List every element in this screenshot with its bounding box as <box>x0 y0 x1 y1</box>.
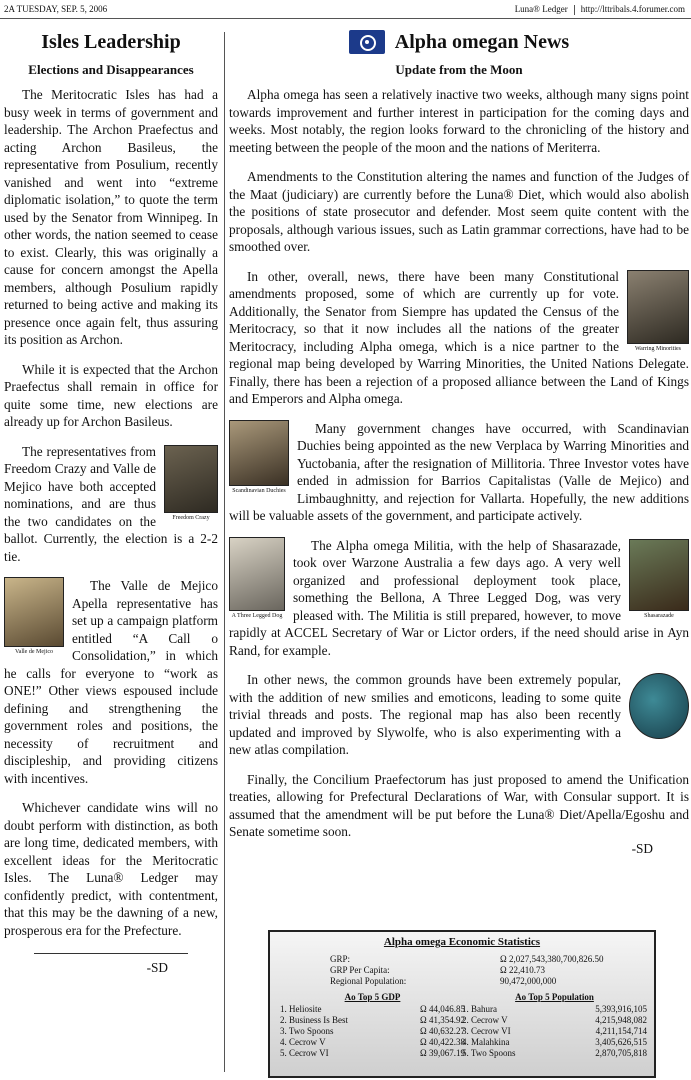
valle-de-mejico-caption: Valle de Mejico <box>15 649 53 655</box>
list-item: 1. Bahura 5,393,916,105 <box>462 1004 647 1014</box>
isles-para-1: The Meritocratic Isles has had a busy week in terms of government and leadership. The Archon Praefectus and acting Archon Basileus, the representative from Posulium, recently vanished and went into “extreme diplomatic isolation,” to quote the term used by the Senator from Winnipeg. In other words, the nation seemed to cease to exist. Clearly, this was originally a cause for concern amongst the Apella members, although Posulium rapidly returned to being active and making its presence once again felt, thus assuring its position as Archon. <box>4 87 218 347</box>
news-para-1: Alpha omega has seen a relatively inactive two weeks, although many signs point towards improvement and further interest in participation for the coming days and weeks. Most notably, the region looks forward to the chronicling of the history and meeting between the people of the moon and the nations of Meriterra. <box>229 87 689 155</box>
top-gdp-title: Ao Top 5 GDP <box>344 992 401 1002</box>
news-para-2: Amendments to the Constitution altering the names and function of the Judges of the Maat (judiciary) are currently before the Luna® Diet, which would also abolish the positions of state prosecutor and defender. Most seem quite content with the proposals, although various issues, such as Latin grammar corrections, have had to be smoothed over. <box>229 169 689 254</box>
isles-para-2: While it is expected that the Archon Praefectus shall remain in office for quite some time, new elections are already up for Archon Basileus. <box>4 361 218 429</box>
news-subtitle: Update from the Moon <box>395 62 523 77</box>
economic-stats-box <box>268 930 656 1078</box>
page-header <box>0 0 691 19</box>
top-population-list <box>462 992 647 1059</box>
news-signature: -SD <box>631 840 653 856</box>
header-right <box>515 4 685 15</box>
top-gdp-list <box>280 992 465 1059</box>
stat-grp: GRP: Ω 2,027,543,380,700,826.50 <box>330 954 604 964</box>
warring-minorities-caption: Warring Minorities <box>634 345 681 352</box>
list-item: 5. Two Spoons 2,870,705,818 <box>462 1048 647 1058</box>
left-column <box>4 28 218 976</box>
isles-para-3: The representatives from Freedom Crazy and Valle de Mejico have both accepted nominations, and are thus the two candidates on the ballot. Currently, the election is a 2-2 tie. <box>4 443 218 564</box>
list-item: 4. Cecrow V Ω 40,422.38 <box>280 1037 465 1047</box>
three-legged-dog-caption: A Three Legged Dog <box>231 612 283 619</box>
list-item: 1. Heliosite Ω 44,046.85 <box>280 1004 465 1014</box>
news-title: Alpha omegan News <box>394 31 570 53</box>
freedom-crazy-caption: Freedom Crazy <box>172 514 210 521</box>
alpha-omega-flag-icon <box>349 30 385 54</box>
scandinavian-duchies-photo <box>229 420 289 494</box>
page-date: 2A TUESDAY, SEP. 5, 2006 <box>4 4 108 14</box>
globe-image <box>629 673 689 739</box>
valle-de-mejico-photo <box>4 577 64 655</box>
list-item: 2. Cecrow V 4,215,948,082 <box>462 1015 647 1025</box>
isles-signature: -SD <box>146 960 168 975</box>
top-population-title: Ao Top 5 Population <box>515 992 594 1002</box>
list-item: 2. Business Is Best Ω 41,354.92 <box>280 1015 465 1025</box>
right-column <box>229 28 689 857</box>
news-heading <box>229 30 689 54</box>
stat-population: Regional Population: 90,472,000,000 <box>330 976 557 986</box>
list-item: 4. Malahkina 3,405,626,515 <box>462 1037 647 1047</box>
isles-title: Isles Leadership <box>41 31 181 53</box>
shasarazade-photo <box>629 539 689 619</box>
isles-para-5: Whichever candidate wins will no doubt perform with distinction, as both are long time, dedicated members, with excellent ideas for the Meritocratic Isles. The Luna® Ledger may confidently predict, with contentment, that this may be the dawning of a new, prosperous era for the Prefecture. <box>4 800 218 938</box>
column-divider <box>224 32 225 1072</box>
news-para-5: The Alpha omega Militia, with the help of Shasarazade, took over Warzone Australia a few days ago. A very well organized and professional deployment took place, something the Bellona, A Three Legged Dog, was very pleased with. The Militia is still prepared, however, to move rapidly at ACCEL Secretary of War or Lictor orders, if the need should arise in Ayn Rand, for example. <box>229 537 689 658</box>
stat-grp-per-capita: GRP Per Capita: Ω 22,410.73 <box>330 965 545 975</box>
isles-para-4: The Valle de Mejico Apella representative has set up a campaign platform entitled “A Call o Consolidation,” in which he calls for everyone to “work as ONE!” Other views espoused include defining and strengthening the government roles and positions, the necessity of recruitment and discipleship, and providing citizens with incentives. <box>4 578 218 786</box>
site-url[interactable]: http://lttribals.4.forumer.com <box>580 4 685 14</box>
list-item: 5. Cecrow VI Ω 39,067.19 <box>280 1048 465 1058</box>
news-para-3: In other, overall, news, there have been many Constitutional amendments proposed, some of which are currently up for vote. Additionally, the Senator from Siempre has updated the Census of the Meritocracy, so that it now includes all the nations of the greater Meritocracy, including Alpha omega, which is a nice partner to the regional map being developed by Warring Minorities, the United Nations Delegate. Finally, there has been a rejection of a proposed alliance between the Land of Kings and Emperors and Alpha omega. <box>229 268 689 406</box>
list-item: 3. Two Spoons Ω 40,632.27 <box>280 1026 465 1036</box>
news-para-4: Many government changes have occurred, with Scandinavian Duchies being appointed as the new Verplaca by Warring Minorities and Yuctobania, after the resignation of Millitoria. Three Investor votes have ended in admission for Barrios Capitalistas (Valle de Mejico) and Limbaughnitty, and rejection for Vallarta. Hopefully, the new additions will be valuable assets of the government, and participate actively. <box>229 420 689 523</box>
three-legged-dog-photo <box>229 537 285 619</box>
shasarazade-caption: Shasarazade <box>644 612 674 619</box>
stats-summary <box>330 954 620 987</box>
list-item: 3. Cecrow VI 4,211,154,714 <box>462 1026 647 1036</box>
scandinavian-duchies-caption: Scandinavian Duchies <box>232 487 286 494</box>
warring-minorities-photo <box>627 270 689 352</box>
paper-name: Luna® Ledger <box>514 4 568 14</box>
news-para-7: Finally, the Concilium Praefectorum has just proposed to amend the Unification treaties, allowing for Prefectural Declarations of War, with Consular support. It is assumed that the amendment will be put before the Luna® Diet/Apella/Egoshu and Senate sometime soon. <box>229 771 689 839</box>
news-para-6: In other news, the common grounds have been extremely popular, with the addition of new smilies and emoticons, leading to some quite trivial threads and posts. The regional map has also been recently updated and improved by Slywolfe, who is also experimenting with a new atlas compilation. <box>229 672 621 757</box>
stats-title: Alpha omega Economic Statistics <box>383 936 541 948</box>
isles-subtitle: Elections and Disappearances <box>28 62 194 77</box>
end-rule <box>34 953 188 954</box>
freedom-crazy-photo <box>164 445 218 521</box>
